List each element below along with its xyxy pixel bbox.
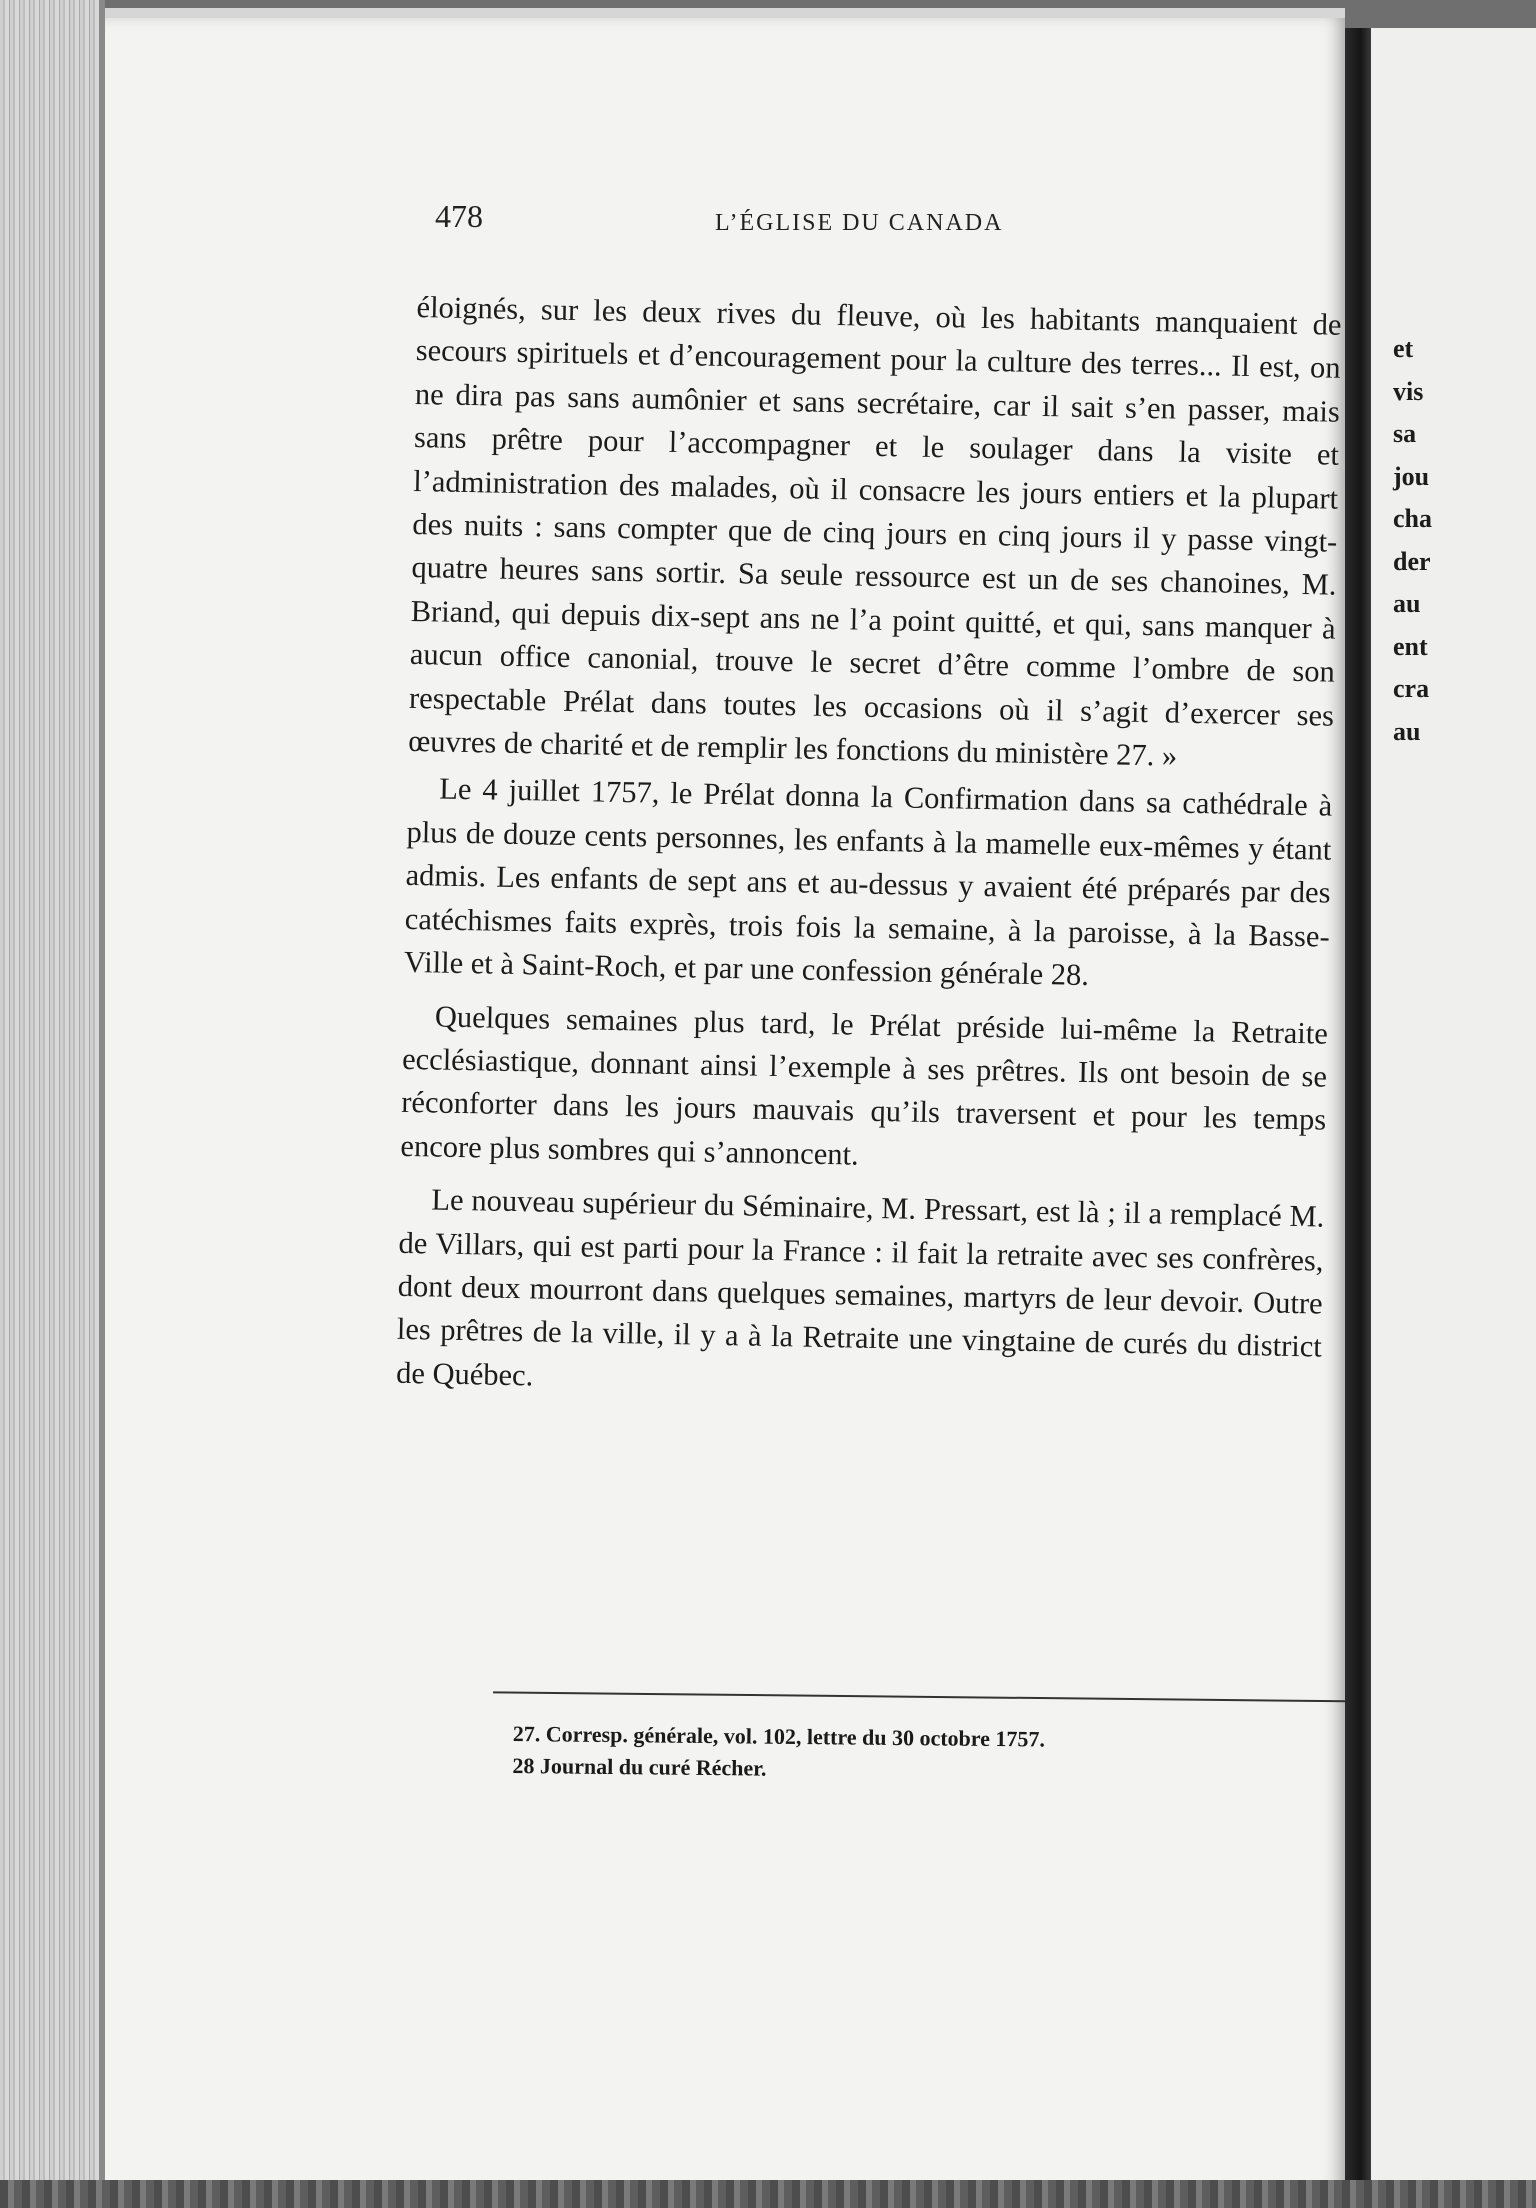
page-header xyxy=(105,198,1345,258)
page-number: 478 xyxy=(435,198,483,234)
running-title: L’ÉGLISE DU CANADA xyxy=(715,210,1004,236)
footnote: 27. Corresp. générale, vol. 102, lettre du 30 octobre 1757. xyxy=(512,1720,1046,1752)
body-text xyxy=(396,286,1342,1417)
text-fragment: jou xyxy=(1393,461,1430,491)
text-fragment: der xyxy=(1393,546,1431,576)
paragraph: éloignés, sur les deux rives du fleuve, où les habitants manquaient de secours spirituels et d’encouragement pour la culture des terres... Il est, on ne dira pas sans aumônier et sans secrétaire, car il sait s’en passer, mais sans prêtre pour l’accompagner et le soulager dans la visite et l’administration des malades, où il consacre les jours entiers et la plupart des nuits : sans compter que de cinq jours en cinq jours il y passe vingt-quatre heures sans sortir. Sa seule ressource est un de ses chanoines, M. Briand, qui depuis dix-sept ans ne l’a point quitté, et qui, sans manquer à aucun office canonial, trouve le secret d’être comme l’ombre de son respectable Prélat dans toutes les occasions où il s’agit d’exercer ses œuvres de charité et de remplir les fonctions du ministère 27. » xyxy=(407,289,1342,773)
text-fragment: au xyxy=(1393,589,1421,618)
footnotes xyxy=(512,1718,1373,1791)
left-page xyxy=(105,8,1345,2198)
paragraph: Le 4 juillet 1757, le Prélat donna la Confirmation dans sa cathédrale à plus de douze cents personnes, les enfants à la mamelle eux-mêmes y étant admis. Les enfants de sept ans et au-dessus y avaient été préparés par des catéchismes faits exprès, trois fois la semaine, à la paroisse, à la Basse-Ville et à Saint-Roch, et par une confession générale 28. xyxy=(403,771,1333,993)
footnote: 28 Journal du curé Récher. xyxy=(512,1752,767,1781)
book-gutter xyxy=(1345,28,1371,2188)
text-fragment: sa xyxy=(1393,419,1417,448)
text-fragment: cha xyxy=(1393,504,1432,533)
text-fragment: au xyxy=(1393,716,1421,746)
facing-page-text xyxy=(1393,328,1533,753)
text-fragment: vis xyxy=(1393,376,1424,406)
text-fragment: cra xyxy=(1393,674,1430,703)
paragraph: Le nouveau supérieur du Séminaire, M. Pressart, est là ; il a remplacé M. de Villars, qui est parti pour la France : il fait la retraite avec ses confrères, dont deux mourront dans quelques semaines, martyrs de leur devoir. Outre les prêtres de la ville, il y a à la Retraite une vingtaine de curés du district de Québec. xyxy=(395,1182,1325,1393)
paragraph: Quelques semaines plus tard, le Prélat préside lui-même la Retraite ecclésiastique, donnant ainsi l’exemple à ses prêtres. Ils ont besoin de se réconforter dans les jours mauvais qu’ils traversent et pour les temps encore plus sombres qui s’annoncent. xyxy=(400,998,1329,1172)
footnote-rule xyxy=(493,1691,1385,1702)
text-fragment: ent xyxy=(1393,631,1428,661)
book-edge xyxy=(0,0,105,2208)
scan-bottom-edge xyxy=(0,2180,1536,2208)
right-page xyxy=(1371,28,1536,2188)
text-fragment: et xyxy=(1393,334,1414,363)
